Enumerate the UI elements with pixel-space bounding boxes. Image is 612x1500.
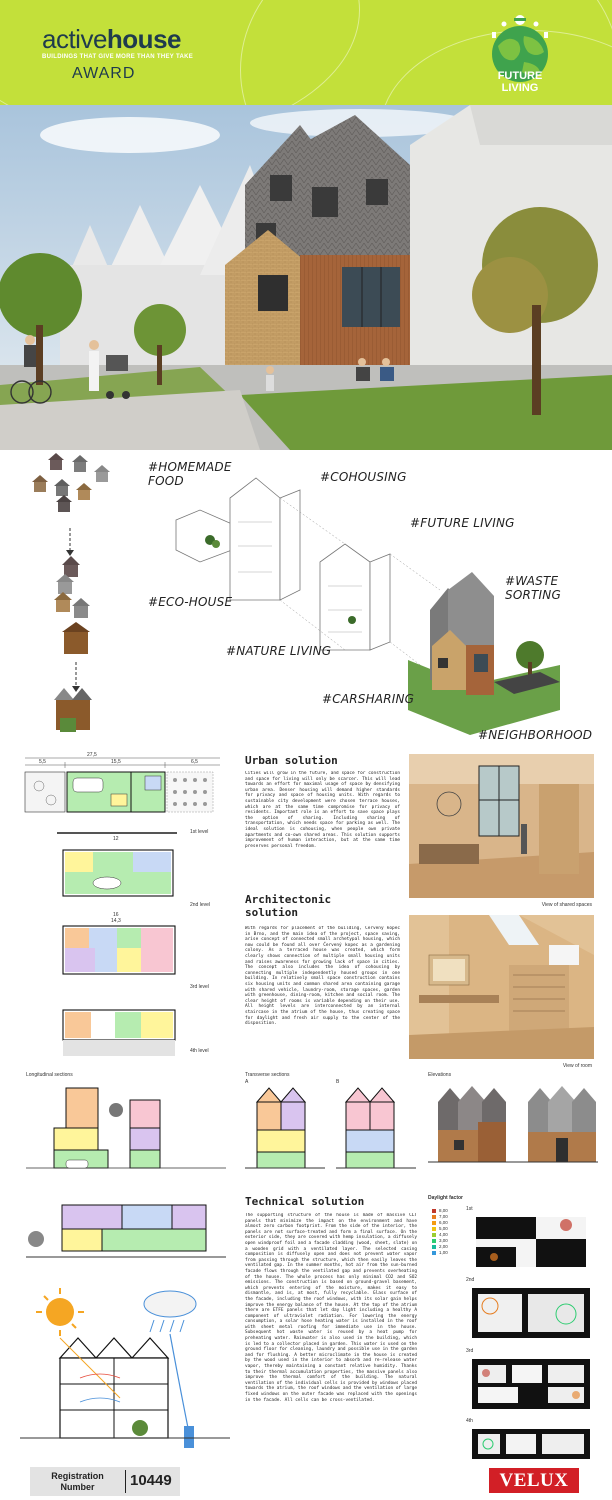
hashtag-nature-living: #NATURE LIVING: [226, 644, 332, 658]
cut-a-label: A: [245, 1079, 249, 1085]
legend-swatch: [432, 1239, 436, 1243]
hashtag-carsharing: #CARSHARING: [322, 692, 415, 706]
legend-value: 8,00: [439, 1208, 448, 1213]
brand-tagline: BUILDINGS THAT GIVE MORE THAN THEY TAKE: [42, 54, 194, 60]
daylight-legend-item: [432, 1208, 448, 1213]
exploded-units: [176, 478, 390, 650]
velux-logo: VELUX: [489, 1468, 579, 1493]
hashtag-cohousing: #COHOUSING: [320, 470, 407, 484]
legend-value: 1,00: [439, 1250, 448, 1255]
daylight-legend-item: [432, 1238, 448, 1243]
level-4-label: 4th level: [190, 1048, 209, 1054]
floor-plans: [15, 752, 230, 1062]
dim-e: 16: [113, 912, 119, 918]
daylight-level-2: 2nd: [466, 1277, 475, 1283]
hashtag-eco-house: #ECO-HOUSE: [148, 595, 233, 609]
dim-total: 27,5: [87, 752, 97, 758]
legend-swatch: [432, 1221, 436, 1225]
legend-value: 6,00: [439, 1220, 448, 1225]
urban-solution-title: Urban solution: [245, 754, 338, 767]
hashtag-waste-sorting: #WASTE SORTING: [505, 574, 561, 602]
registration-label: Registration Number: [51, 1471, 104, 1492]
daylight-map-level-1: [466, 1213, 596, 1273]
legend-value: 3,00: [439, 1238, 448, 1243]
dim-c: 6,5: [191, 759, 198, 765]
room-caption: View of room: [562, 1063, 592, 1069]
hashtag-neighborhood: #NEIGHBORHOOD: [478, 728, 593, 742]
legend-value: 7,00: [439, 1214, 448, 1219]
legend-swatch: [432, 1215, 436, 1219]
daylight-legend-item: [432, 1220, 448, 1225]
legend-value: 2,00: [439, 1244, 448, 1249]
longitudinal-section-1: [26, 1080, 226, 1175]
daylight-legend-item: [432, 1244, 448, 1249]
shared-spaces-render: [409, 754, 594, 898]
hashtag-future-living: #FUTURE LIVING: [410, 516, 515, 530]
activehouse-logo: activehouse: [42, 24, 181, 54]
header-banner: [0, 0, 612, 105]
daylight-map-level-2: [466, 1284, 596, 1344]
technical-solution-title: Technical solution: [245, 1195, 365, 1208]
award-label: AWARD: [72, 65, 136, 82]
daylight-level-3: 3rd: [466, 1348, 474, 1354]
dim-a: 5,5: [39, 759, 46, 765]
legend-value: 4,00: [439, 1232, 448, 1237]
daylight-level-1: 1st: [466, 1206, 473, 1212]
architectonic-solution-title: Architectonic solution: [245, 893, 332, 919]
plan-level-3: [63, 926, 175, 974]
level-2-label: 2nd level: [190, 902, 211, 908]
elevations-drawing: [428, 1082, 598, 1172]
shared-spaces-caption: View of shared spaces: [541, 902, 592, 908]
level-3-label: 3rd level: [190, 984, 209, 990]
concept-diagram: [0, 450, 612, 750]
registration-separator: [125, 1470, 126, 1493]
daylight-legend-item: [432, 1232, 448, 1237]
daylight-legend-item: [432, 1250, 448, 1255]
registration-number: 10449: [130, 1472, 172, 1489]
small-houses-cluster: [32, 453, 110, 512]
technical-solution-text: The supporting structure of the house is made of massive CLT panels that minimize the impact on the environment and have almost zero carbon footprint. From the side of the interior, the panels are not surface-treated and form a final surface. On the exterior side, they are covered with hemp insulation, a diffusely open windproof foil and a facade cladding (wood, sheet, slate) on a wooden grid with a ventilated layer. The selected casing composition is diffusely open and does not prevent water vapor from passing through the structure, which then easily leaves the ventilated gap. In the summer months, hot air from the sun-burned facade flows through the ventilated gap and prevents overheating of the house. The whole process has only minimal CO2 and SO2 emissions. The construction is based on ground-gravel basement, which prevents entering of the moisture, makes it easy to dismantle, and is, at most, fully recyclable. Glass surface of the facade, including the roof windows, with its solar gain helps improve the energy balance of the house. At the top of the atrium there are ETFE panels that let day light including a healthy A component of ultraviolet radiation. For lowering the energy consumption, a solar hose heating water is installed in the roof with sheet metal roofing for immediate use in the house. Subsequent hot waste water is reused by a heat pump for preheating water. Rainwater is also used in the building, which is led to a collector placed in garden. This water is used on the ground floor for cleaning, laundry and possible use in the garden and for flushing. A better microclimate in the house is created by the wood used in the interior to absorb and re-release water vapor, thereby maintaining a constant relative humidity. Thanks to their thermal accumulation properties, the massive panels also improve the thermal comfort of the building. The natural ventilation of the individual cells is provided by windows placed towards the atrium, the roof windows and the ventilation of large fixed windows on the outer facade was replaced with the openings in the facade. All cells can be cross-ventilated.: [245, 1213, 417, 1403]
daylight-map-level-4: [466, 1425, 596, 1465]
stacked-houses: [54, 556, 92, 732]
energy-scheme: [20, 1278, 230, 1463]
daylight-factor-title: Daylight factor: [428, 1195, 464, 1201]
transverse-sections-label: Transverse sections: [245, 1072, 290, 1078]
legend-swatch: [432, 1251, 436, 1255]
registration-box: [30, 1467, 180, 1496]
hero-render: [0, 105, 612, 450]
longitudinal-sections-label: Longitudinal sections: [26, 1072, 73, 1078]
room-render: [409, 915, 594, 1059]
legend-swatch: [432, 1227, 436, 1231]
dim-b: 15,5: [111, 759, 121, 765]
dim-f: 14,3: [111, 918, 121, 924]
longitudinal-section-2: [26, 1195, 226, 1275]
daylight-level-4: 4th: [466, 1418, 473, 1424]
legend-swatch: [432, 1245, 436, 1249]
daylight-map-level-3: [466, 1355, 596, 1415]
architectonic-solution-text: With regards for placement of the building, Červený kopec in Brno, and the main idea of the project, space saving, arise concept of connected small archetypal housing, which now could be found all over Červený kopec as a gardening colony. As a terraced house was created, which form clearly shows connection of multiple small housing units and raises awareness for growing lack of space in cities. The concept also includes the idea of cohousing by connecting multiple independently housed groups in one building. In relatively small space construction contains six housing units and common shared area containing garage with shared vehicle, laundry-room, storage spaces, garden with greenhouse, dining-room, kitchen and social room. The clear height of rooms is variable depending on their use. All height levels are interconnected by an internal staircase in the atrium of the house, thus creating space for daylight and fresh air supply to the center of the disposition.: [245, 926, 400, 1027]
transverse-section-a: [245, 1084, 325, 1174]
transverse-section-b: [336, 1084, 416, 1174]
legend-value: 5,00: [439, 1226, 448, 1231]
dim-d: 12: [113, 836, 119, 842]
level-1-label: 1st level: [190, 829, 209, 835]
urban-solution-text: Cities will grow in the future, and space for construction and space for living will only be scarcer. This will lead towards an effort for maximal usage of space by densifying urban area. Denser housing will demand higher standards for privacy and space of housing units. With regards to sustainable city development were chosen terrace houses, which are at the same time compromise for privacy of residents. Important role is an effort to save space plays the option of sharing. Including sharing of transportation, which needs space for parking as well. The ideal solution is cohousing, when people own private apartments and co-own shared areas. This solution supports improvement of human interaction, but at the same time preserves personal freedom.: [245, 771, 400, 849]
daylight-legend-item: [432, 1226, 448, 1231]
elevations-label: Elevations: [428, 1072, 452, 1078]
cut-b-label: B: [336, 1079, 340, 1085]
plan-level-1: [25, 772, 213, 812]
legend-swatch: [432, 1209, 436, 1213]
daylight-legend-item: [432, 1214, 448, 1219]
hashtag-homemade-food: #HOMEMADE FOOD: [148, 460, 232, 488]
plan-level-4: [63, 1010, 175, 1056]
legend-swatch: [432, 1233, 436, 1237]
future-living-text: FUTURE LIVING: [497, 70, 543, 94]
